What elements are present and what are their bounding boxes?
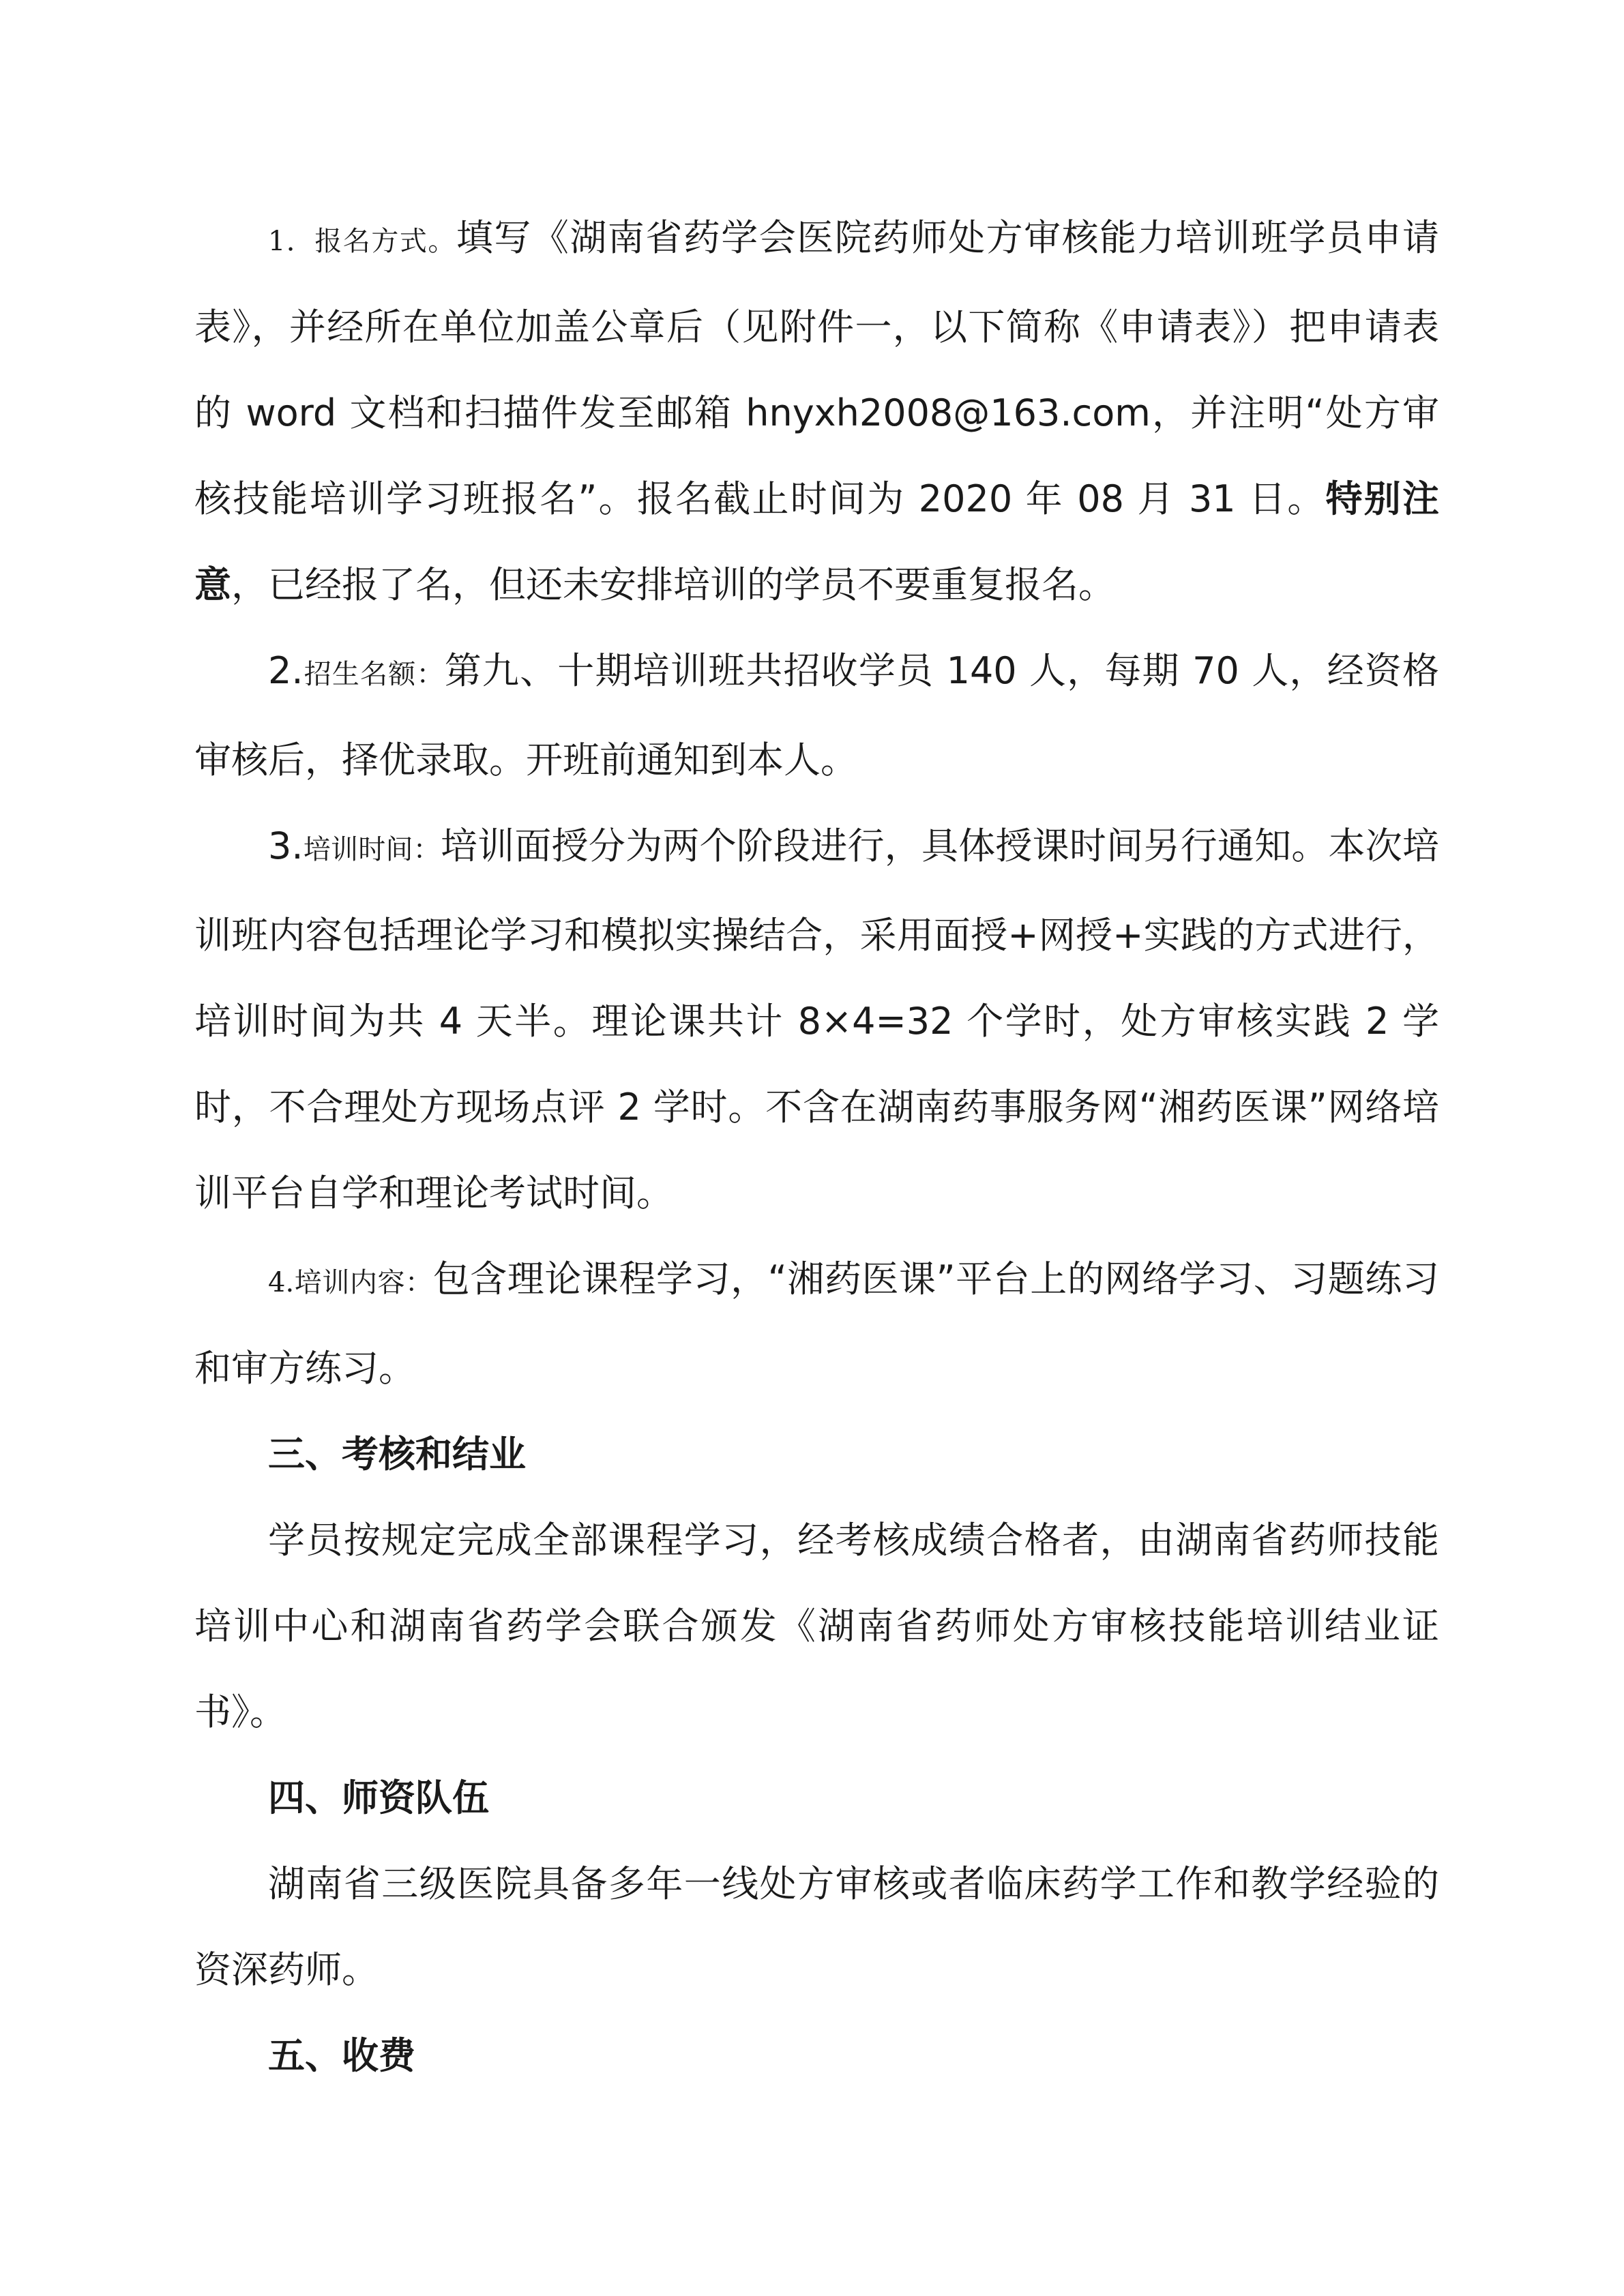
item-training-content	[194, 1236, 1439, 1412]
item-text: 包含理论课程学习，“湘药医课”平台上的网络学习、习题练习和审方练习。	[194, 1257, 1440, 1390]
item-label: 培训内容：	[294, 1267, 433, 1298]
section-heading-fees: 五、收费	[268, 2034, 415, 2077]
section-heading-faculty: 四、师资队伍	[268, 1776, 489, 1819]
item-number: 4.	[268, 1267, 295, 1298]
item-number: 1．	[268, 226, 315, 257]
section-body-assessment: 学员按规定完成全部课程学习，经考核成绩合格者，由湖南省药师技能培训中心和湖南省药学会联合颁发《湖南省药师处方审核技能培训结业证书》。	[194, 1519, 1439, 1733]
item-label: 培训时间：	[303, 834, 441, 865]
item-number: 3.	[268, 824, 304, 867]
item-text-continued: ，已经报了名，但还未安排培训的学员不要重复报名。	[231, 563, 1115, 606]
item-enrollment-quota	[194, 628, 1439, 803]
item-text: 第九、十期培训班共招收学员 140 人，每期 70 人，经资格审核后，择优录取。开班前通知到本人。	[194, 649, 1439, 781]
item-registration	[194, 195, 1439, 628]
emphasis-text: 特别注意	[194, 477, 1439, 606]
item-label: 招生名额：	[303, 659, 445, 690]
item-text: 填写《湖南省药学会医院药师处方审核能力培训班学员申请表》，并经所在单位加盖公章后（见附件一，以下简称《申请表》）把申请表的 word 文档和扫描件发至邮箱 hnyxh2008@163.com，并注明“处方审核技能培训学习班报名”。报名截止时间为 2020 年 08 月 31 日。	[194, 216, 1440, 520]
item-training-time	[194, 803, 1439, 1236]
section-heading-assessment: 三、考核和结业	[268, 1433, 526, 1476]
document-body	[194, 195, 1439, 2099]
item-number: 2.	[268, 649, 304, 692]
item-label: 报名方式。	[314, 226, 456, 257]
section-body-faculty: 湖南省三级医院具备多年一线处方审核或者临床药学工作和教学经验的资深药师。	[194, 1862, 1439, 1991]
item-text: 培训面授分为两个阶段进行，具体授课时间另行通知。本次培训班内容包括理论学习和模拟实操结合，采用面授+网授+实践的方式进行，培训时间为共 4 天半。理论课共计 8×4=32 个学时，处方审核实践 2 学时，不合理处方现场点评 2 学时。不含在湖南药事服务网“湘药医课”网络培训平台自学和理论考试时间。	[194, 824, 1440, 1214]
